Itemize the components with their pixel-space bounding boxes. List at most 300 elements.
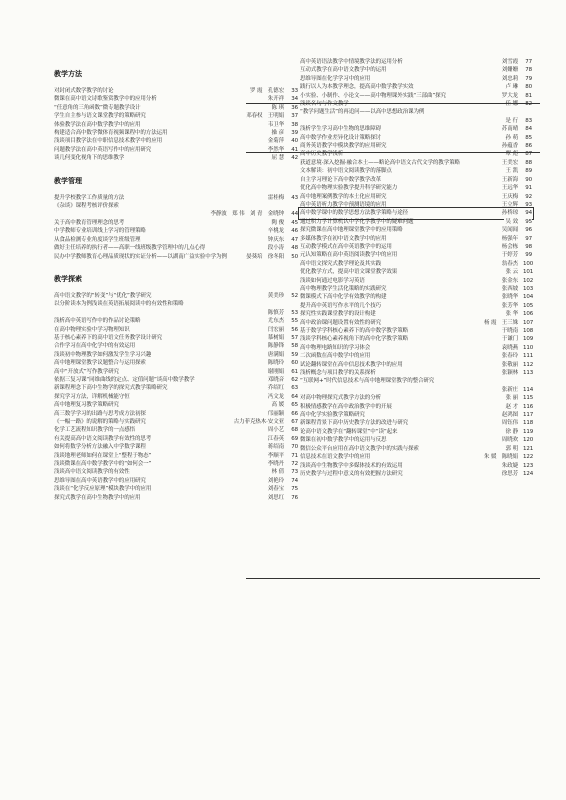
toc-entry[interactable]: [300, 361, 532, 369]
toc-entry[interactable]: [300, 209, 532, 217]
page-number: 66: [291, 410, 298, 417]
entry-meta: [266, 334, 298, 342]
article-title: 关于高中教育管理理念的思考: [54, 219, 125, 226]
page-number: 52: [291, 292, 298, 299]
article-author: 尤东杰: [267, 318, 284, 325]
page-number: 98: [525, 243, 532, 250]
entry-meta: [504, 83, 532, 91]
toc-entry[interactable]: [54, 121, 298, 129]
entry-meta: [500, 411, 532, 419]
toc-entry[interactable]: [300, 134, 532, 142]
entry-meta: [500, 142, 532, 150]
toc-entry[interactable]: [300, 100, 532, 108]
toc-section: [300, 58, 532, 478]
article-author: 刘思红: [267, 494, 284, 501]
article-author: 王美宏: [501, 159, 518, 166]
article-title: 浅析学生学习高中生物的思维障碍: [300, 126, 382, 133]
toc-entry[interactable]: [54, 468, 298, 476]
article-title: “互联网+”时代信息技术与高中地理课堂教学的整合研究: [300, 378, 435, 385]
page-number: 71: [291, 452, 298, 459]
page-number: 46: [291, 228, 298, 235]
article-title: 构建适合高中数学微体育视频课程中的方法运用: [54, 130, 168, 137]
article-title: 对封闭式数学教学的讨论: [54, 88, 114, 94]
article-author: 朱政婕: [501, 462, 518, 469]
toc-entry[interactable]: [300, 226, 532, 234]
page-number: 59: [291, 351, 298, 358]
entry-meta: [209, 210, 299, 218]
toc-entry[interactable]: [54, 485, 298, 493]
article-title: 多媒体教学在初中语文教学中的应用: [300, 235, 387, 242]
toc-entry[interactable]: [54, 410, 298, 418]
toc-entry[interactable]: [54, 244, 298, 252]
page-number: 38: [291, 121, 298, 128]
toc-entry[interactable]: [300, 159, 532, 167]
toc-entry[interactable]: [54, 368, 298, 376]
page-number: 95: [525, 218, 532, 225]
toc-entry[interactable]: [54, 393, 298, 401]
page-number: 108: [523, 328, 534, 334]
article-title: 提升高中英语写作水平的几个技巧: [300, 302, 382, 309]
toc-entry[interactable]: [54, 326, 298, 334]
toc-entry[interactable]: [54, 300, 298, 308]
toc-entry[interactable]: [300, 293, 532, 301]
toc-entry[interactable]: [300, 386, 532, 394]
article-author: 是 行: [505, 117, 518, 124]
article-author: 李顺平: [267, 452, 284, 459]
article-title: 历史教学与过程中意义的有效把握方法研究: [300, 470, 403, 477]
article-author: 张 华: [505, 311, 518, 318]
article-author: 张 云: [505, 269, 518, 276]
article-title: 论高中语文教学在“翻转课堂”中“读”起来: [300, 428, 398, 435]
article-title: 谈几何变化视角下的思维教学: [54, 155, 125, 162]
article-title: 有关提高高中语文阅读教学有效性的思考: [54, 435, 152, 442]
entry-meta: [504, 167, 532, 175]
toc-entry[interactable]: [54, 351, 298, 359]
entry-meta: [500, 335, 532, 343]
toc-entry[interactable]: [54, 418, 298, 426]
entry-meta: [500, 302, 532, 310]
article-author: 辛桃龙: [267, 228, 284, 235]
page-number: 82: [525, 101, 532, 108]
toc-entry[interactable]: [54, 194, 298, 202]
article-author: 李静波 郑 伟 刘 青 金晓钟: [210, 211, 284, 218]
entry-meta: [500, 260, 532, 268]
page-number: 88: [525, 159, 532, 166]
article-author: 周钰伟: [501, 420, 518, 427]
article-title: 浅谈在“化学反应原理”模块教学中的应用: [54, 486, 152, 493]
page-number: 73: [291, 469, 298, 476]
toc-entry[interactable]: [300, 92, 532, 100]
toc-entry[interactable]: [54, 384, 298, 392]
page-number: 102: [523, 277, 534, 284]
article-author: 张金东: [501, 277, 518, 284]
entry-meta: [270, 154, 298, 162]
page-number: 56: [291, 326, 298, 333]
article-title: 从食品检测专业角度谈学生班级管理: [54, 236, 141, 243]
article-author: 黄美珍: [267, 292, 284, 299]
article-author: 张西坡: [501, 285, 518, 292]
entry-meta: [500, 58, 532, 66]
entry-meta: [266, 137, 298, 145]
article-author: 韦卫华: [267, 121, 284, 128]
article-author: 刘忠莉: [501, 75, 518, 82]
toc-entry[interactable]: [300, 394, 532, 402]
article-title: 民办中学教师教育心理品质现状的实证分析——以湖南广益实验中学为例: [54, 253, 227, 260]
toc-entry[interactable]: [300, 260, 532, 268]
toc-entry[interactable]: [54, 202, 298, 210]
article-title: 问题教学法在高中英语写作中的应用研究: [54, 146, 152, 153]
article-title: 微课模式下高中化学有效教学的构建: [300, 294, 387, 301]
page-number: 47: [291, 236, 298, 243]
article-title: 探究学习方法，详解机械能守恒: [54, 393, 130, 400]
toc-entry[interactable]: [54, 253, 298, 261]
toc-entry[interactable]: [300, 470, 532, 478]
page-number: 84: [525, 126, 532, 133]
article-title: “教学问题生活”的再追问——以高中思想政治课为例: [300, 109, 425, 116]
article-title: 思维导图在高中英语教学中的应用研究: [54, 477, 146, 484]
article-author: 邓晓音: [267, 376, 284, 383]
page-number: 111: [523, 353, 534, 360]
article-title: 浅谈项目教学法在中职信息技术教学中的应用: [54, 138, 163, 145]
article-title: 通过积力学计算机认中学化学教学中的疑难问题: [300, 218, 414, 225]
article-title: 高中化学实验教学策略研究: [300, 412, 365, 419]
article-author: 邝丽颖: [267, 410, 284, 417]
page-number: 79: [525, 75, 532, 82]
toc-entry[interactable]: [300, 218, 532, 226]
toc-entry[interactable]: [300, 193, 532, 201]
toc-entry[interactable]: [54, 309, 298, 317]
article-author: 钟庆东: [267, 236, 284, 243]
article-author: 陈晓玲: [267, 360, 284, 367]
toc-entry[interactable]: [300, 184, 532, 192]
toc-entry[interactable]: [300, 445, 532, 453]
article-title: 浅谈高中生物教学中多媒体技术的有效运用: [300, 462, 403, 469]
article-author: 闫宏丽: [267, 326, 284, 333]
toc-entry[interactable]: [300, 335, 532, 343]
toc-entry[interactable]: [54, 317, 298, 325]
article-title: 以分阶读本为例浅谈在英语拓展阅读中的有效性和策略: [54, 301, 184, 308]
article-title: 合作学习在高中化学中的有效运用: [54, 343, 136, 350]
toc-entry[interactable]: [54, 227, 298, 235]
article-title: 基于核心素养下的高中语文任务教学设计研究: [54, 334, 163, 341]
toc-entry[interactable]: [54, 401, 298, 409]
entry-meta: [266, 426, 298, 434]
article-title: 《杂谈》课程考核评价探索: [54, 203, 119, 210]
entry-meta: [500, 251, 532, 259]
page-number: 34: [291, 96, 298, 103]
toc-entry[interactable]: [300, 453, 532, 461]
article-author: 孙桥琼: [501, 210, 518, 217]
article-author: 段小涛: [267, 245, 284, 252]
page-number: 48: [291, 245, 298, 252]
entry-meta: [266, 326, 298, 334]
toc-entry[interactable]: [54, 129, 298, 137]
toc-entry[interactable]: [54, 342, 298, 350]
entry-meta: [500, 352, 532, 360]
entry-meta: [270, 468, 298, 476]
article-title: 浅谈微课在高中数学教学中的“如何会一”: [54, 461, 152, 468]
toc-entry[interactable]: [300, 369, 532, 377]
entry-meta: [500, 159, 532, 167]
article-title: 如何将数学分析方法融入中学数学课程: [54, 444, 146, 451]
article-title: 信息技术在语文教学中的应用: [300, 454, 371, 461]
entry-meta: [266, 309, 298, 317]
entry-meta: [500, 293, 532, 301]
article-author: 杨会栋: [501, 243, 518, 250]
article-title: 基于数学学科核心素养下的高中数学教学策略: [300, 328, 409, 334]
page-number: 119: [523, 428, 534, 435]
toc-section: [54, 275, 298, 502]
article-author: 罗大龙: [501, 92, 518, 99]
entry-meta: [266, 376, 298, 384]
article-author: 李然华: [267, 146, 284, 153]
entry-meta: [266, 435, 298, 443]
article-title: 浅谈学科核心素养视角下的高中化学教学策略: [300, 336, 409, 343]
toc-entry[interactable]: [300, 251, 532, 259]
article-title: 浅析高中英语写作中的作品讨论策略: [54, 318, 141, 325]
toc-entry[interactable]: [300, 310, 532, 318]
toc-entry[interactable]: [300, 319, 532, 327]
article-title: 高中英语听力教学中预测语境的应用: [300, 201, 387, 208]
article-title: 文本解读：初中语文阅读教学的落脚点: [300, 168, 392, 175]
page-number: 89: [525, 168, 532, 175]
article-author: 蒋绍南: [267, 444, 284, 451]
article-author: 任 娜: [505, 101, 518, 108]
page-number: 37: [291, 113, 298, 120]
toc-left-column: [54, 58, 298, 502]
article-author: 刘雪霞: [501, 59, 518, 65]
article-author: 朱 媛 陈晓娟: [483, 454, 518, 461]
page-number: 107: [523, 319, 534, 326]
article-title: 自主学习理论下高中数学教学改革: [300, 176, 382, 183]
page-number: 124: [523, 470, 534, 477]
article-author: 张敬丽: [501, 361, 518, 368]
entry-meta: [244, 112, 298, 120]
page-number: 103: [523, 285, 534, 292]
article-author: 江春英: [267, 435, 284, 442]
toc-entry[interactable]: [54, 146, 298, 154]
page-number: 76: [291, 494, 298, 501]
page-number: 118: [523, 420, 534, 427]
entry-meta: [500, 193, 532, 201]
article-author: 张芳华: [501, 302, 518, 309]
page-number: 70: [291, 444, 298, 451]
article-title: 依据三复习课“同维曲线的定点、定值问题”谈高中数学教学: [54, 376, 195, 383]
article-title: 对高中物理探究式教学方法的分析: [300, 395, 382, 402]
article-author: 张颖林: [501, 370, 518, 377]
article-author: 张晓华: [501, 294, 518, 301]
toc-entry[interactable]: [54, 87, 298, 95]
toc-entry[interactable]: [300, 125, 532, 133]
article-title: 浅谈高中语文阅读教学的有效性: [54, 469, 130, 476]
entry-meta: [500, 125, 532, 133]
entry-meta: [270, 129, 298, 137]
entry-meta: [500, 201, 532, 209]
article-title: 探究性实践课堂教学的设计构建: [300, 311, 376, 318]
entry-meta: [500, 92, 532, 100]
page-number: 101: [523, 269, 534, 276]
toc-entry[interactable]: [54, 477, 298, 485]
page-number: 93: [525, 201, 532, 208]
toc-entry[interactable]: [54, 443, 298, 451]
toc-entry[interactable]: [300, 142, 532, 150]
article-title: 在高中物理实验中学习物理知识: [54, 326, 130, 333]
toc-entry[interactable]: [300, 327, 532, 335]
toc-entry[interactable]: [54, 154, 298, 162]
entry-meta: [500, 184, 532, 192]
article-title: 浅谈初中物理教学如何激发学生学习兴趣: [54, 351, 152, 358]
toc-entry[interactable]: [300, 243, 532, 251]
page-number: 80: [525, 84, 532, 91]
toc-entry[interactable]: [300, 176, 532, 184]
toc-section: [54, 177, 298, 261]
toc-entry[interactable]: [300, 66, 532, 74]
page-number: 61: [291, 368, 298, 375]
article-author: 雷桂梅: [267, 194, 284, 201]
entry-meta: [248, 87, 298, 95]
entry-meta: [266, 477, 298, 485]
page-number: 117: [523, 412, 534, 419]
article-author: 慕树娟: [267, 334, 284, 341]
entry-meta: [266, 194, 298, 202]
entry-meta: [500, 226, 532, 234]
article-author: 袁晓燕: [501, 344, 518, 351]
article-title: 提升学校教学工作质量的方法: [54, 194, 125, 201]
page-number: 113: [523, 370, 534, 377]
toc-entry[interactable]: [300, 58, 532, 66]
toc-entry[interactable]: [54, 452, 298, 460]
toc-entry[interactable]: [54, 376, 298, 384]
toc-entry[interactable]: [300, 377, 532, 385]
article-author: 陶 俊: [271, 219, 284, 226]
entry-meta: [266, 292, 298, 300]
article-author: 陈 琪: [271, 104, 284, 111]
toc-entry[interactable]: [300, 344, 532, 352]
article-title: 体验教学法在高中数学教学中的应用: [54, 121, 141, 128]
entry-meta: [500, 386, 532, 394]
entry-meta: [504, 117, 532, 125]
article-title: 小实验、小制作、小论文——高中物理课外实践“三部曲”探究: [300, 92, 446, 99]
toc-entry[interactable]: [300, 201, 532, 209]
entry-meta: [500, 235, 532, 243]
entry-meta: [270, 219, 298, 227]
article-author: 卢 琳: [505, 84, 518, 91]
page-number: 44: [291, 211, 298, 218]
toc-entry[interactable]: [300, 403, 532, 411]
toc-entry[interactable]: [300, 235, 532, 243]
toc-entry[interactable]: [300, 268, 532, 276]
toc-entry[interactable]: [54, 112, 298, 120]
article-title: “任意角的三角函数”微专题教学设计: [54, 104, 141, 111]
toc-entry[interactable]: [300, 277, 532, 285]
article-title: 微信公众平台应用在高中语文教学中的实践与探索: [300, 445, 419, 452]
article-author: 张新庄: [501, 386, 518, 393]
entry-meta: [500, 327, 532, 335]
toc-entry[interactable]: [54, 210, 298, 218]
article-author: 张春玲: [501, 353, 518, 360]
article-title: [54, 309, 298, 317]
article-title: 浅谈如何通过电影学习英语: [300, 277, 365, 284]
page-number: 87: [525, 151, 532, 158]
page-number: 121: [523, 445, 534, 452]
toc-entry[interactable]: [300, 462, 532, 470]
toc-entry[interactable]: [54, 236, 298, 244]
toc-entry[interactable]: [300, 75, 532, 83]
divider-rule: [246, 152, 540, 153]
article-author: 陈静锋: [267, 343, 284, 350]
divider-rule: [246, 578, 540, 579]
article-author: 王 凯: [505, 168, 518, 175]
toc-entry[interactable]: [54, 494, 298, 502]
article-author: 周小艺: [267, 427, 284, 434]
entry-meta: [504, 310, 532, 318]
toc-entry[interactable]: [300, 117, 532, 125]
page-number: 92: [525, 193, 532, 200]
article-author: 赵 才: [505, 403, 518, 410]
toc-entry[interactable]: [54, 292, 298, 300]
page-number: 63: [291, 385, 298, 392]
article-title: [300, 117, 532, 125]
toc-entry[interactable]: [54, 435, 298, 443]
entry-meta: [270, 401, 298, 409]
toc-entry[interactable]: [300, 167, 532, 175]
article-author: 杨强年: [501, 235, 518, 242]
article-author: 郭 明: [505, 445, 518, 452]
toc-entry[interactable]: [54, 219, 298, 227]
page-number: 96: [525, 227, 532, 234]
article-author: 王远华: [501, 185, 518, 192]
toc-entry[interactable]: [300, 108, 532, 116]
entry-meta: [482, 319, 532, 327]
entry-meta: [504, 100, 532, 108]
article-title: 元认知策略在高中英语阅读教学中的应用: [300, 252, 398, 259]
toc-entry[interactable]: [54, 334, 298, 342]
toc-entry[interactable]: [54, 359, 298, 367]
page-number: 69: [291, 435, 298, 442]
page-number: 94: [525, 210, 532, 217]
toc-entry[interactable]: [300, 428, 532, 436]
entry-meta: [500, 369, 532, 377]
toc-entry[interactable]: [300, 83, 532, 91]
toc-entry[interactable]: [54, 460, 298, 468]
article-author: 陈慎芳: [267, 309, 284, 316]
article-author: 王新海: [501, 176, 518, 183]
article-author: 林 倩: [271, 469, 284, 476]
entry-meta: [232, 418, 298, 426]
page-number: 60: [291, 360, 298, 367]
entry-meta: [266, 368, 298, 376]
article-title: 微课在初中数学教学中的运用与反思: [300, 437, 387, 444]
toc-entry[interactable]: [300, 436, 532, 444]
toc-entry[interactable]: [300, 411, 532, 419]
toc-entry[interactable]: [300, 302, 532, 310]
article-title: 《一幅一路》的说解的策略与实践研究: [54, 419, 146, 425]
toc-entry[interactable]: [300, 352, 532, 360]
toc-entry[interactable]: [300, 419, 532, 427]
toc-entry[interactable]: [54, 137, 298, 145]
entry-meta: [266, 452, 298, 460]
section-heading: 教学管理: [54, 176, 82, 185]
toc-entry[interactable]: [54, 426, 298, 434]
toc-entry[interactable]: [300, 285, 532, 293]
entry-meta: [500, 209, 532, 217]
article-author: 吴闻闻: [501, 227, 518, 234]
entry-meta: [500, 419, 532, 427]
article-author: 乔绍红: [267, 385, 284, 392]
article-title: 互动教学模式在高中英语教学中的运用: [300, 243, 392, 250]
toc-entry[interactable]: [54, 104, 298, 112]
article-author: 吴 效: [505, 218, 518, 225]
